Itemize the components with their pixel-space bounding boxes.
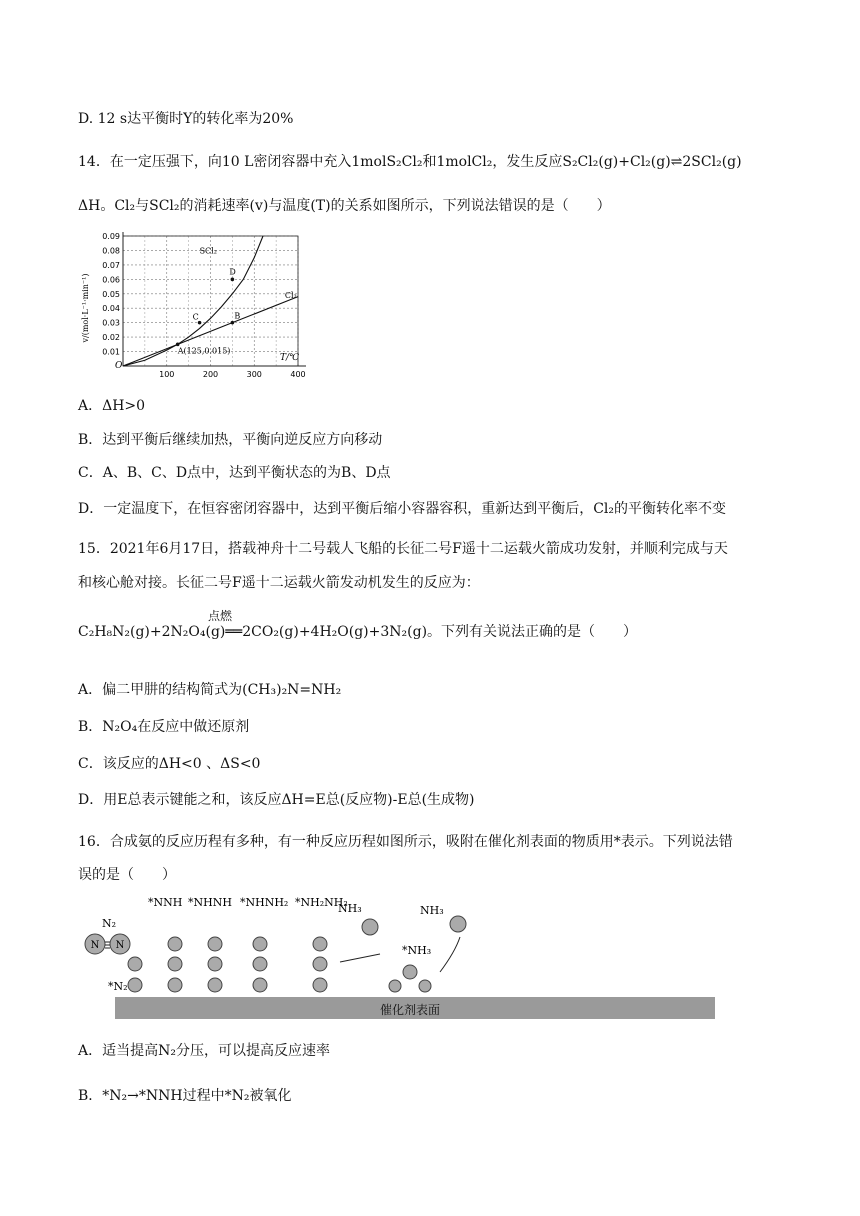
option-a-q15: A．偏二甲肼的结构简式为(CH₃)₂N=NH₂ xyxy=(78,682,342,698)
question-15-text-2: 和核心舱对接。长征二号F遥十二运载火箭发动机发生的反应为： xyxy=(78,575,480,591)
y-tick-label: 0.02 xyxy=(102,333,120,343)
series-label: SCl₂ xyxy=(199,246,217,256)
ammonia-synthesis-diagram xyxy=(80,892,730,1027)
data-point xyxy=(231,278,235,282)
n2-molecule xyxy=(85,934,130,954)
data-point-label: A(125,0.015) xyxy=(177,346,231,356)
y-tick-label: 0.04 xyxy=(102,304,120,314)
label-nhnh: *NHNH xyxy=(188,896,232,909)
y-axis-label: v/(mol·L⁻¹·min⁻¹) xyxy=(81,273,90,343)
y-tick-label: 0.08 xyxy=(102,246,120,256)
data-point xyxy=(231,321,235,325)
label-star-n2: *N₂ xyxy=(108,980,128,993)
x-tick-label: 300 xyxy=(246,370,262,379)
reaction-condition: 点燃 xyxy=(208,609,233,623)
question-16-text: 16．合成氨的反应历程有多种，有一种反应历程如图所示，吸附在催化剂表面的物质用*表示。下列说法错 xyxy=(78,834,733,850)
option-b-q15: B．N₂O₄在反应中做还原剂 xyxy=(78,719,250,735)
data-point-label: D xyxy=(229,267,236,277)
label-nh3-1: NH₃ xyxy=(338,902,362,915)
label-star-nh3: *NH₃ xyxy=(402,944,432,957)
label-nh2nh2: *NH₂NH₂ xyxy=(295,896,348,909)
option-a-q14: A．ΔH>0 xyxy=(78,398,146,414)
label-nhnh2: *NHNH₂ xyxy=(240,896,289,909)
origin-label: O xyxy=(115,361,123,371)
option-d-q13: D. 12 s达平衡时Y的转化率为20% xyxy=(78,111,294,127)
y-tick-label: 0.09 xyxy=(102,232,120,241)
data-point-label: C xyxy=(192,312,199,322)
rate-temperature-chart xyxy=(78,228,323,388)
series-label: Cl₂ xyxy=(284,291,297,301)
y-tick-label: 0.07 xyxy=(102,260,120,270)
x-tick-label: 400 xyxy=(290,370,306,379)
option-b-q14: B．达到平衡后继续加热，平衡向逆反应方向移动 xyxy=(78,432,383,448)
data-point-label: B xyxy=(234,311,241,321)
svg-text:N: N xyxy=(115,940,125,951)
y-tick-label: 0.06 xyxy=(102,275,120,285)
question-14-text-2: ΔH。Cl₂与SCl₂的消耗速率(v)与温度(T)的关系如图所示，下列说法错误的是（ ） xyxy=(78,198,611,214)
option-d-q15: D．用E总表示键能之和，该反应ΔH=E总(反应物)-E总(生成物) xyxy=(78,792,475,808)
y-tick-label: 0.03 xyxy=(102,318,120,328)
arrow-desorb-2 xyxy=(440,937,460,972)
question-15-equation: C₂H₈N₂(g)+2N₂O₄(g)══2CO₂(g)+4H₂O(g)+3N₂(g)。下列有关说法正确的是（ ） xyxy=(78,624,638,640)
label-nnh: *NNH xyxy=(148,896,183,909)
question-15-text: 15．2021年6月17日，搭载神舟十二号载人飞船的长征二号F遥十二运载火箭成功发射，并顺利完成与天 xyxy=(78,541,728,557)
series-line xyxy=(123,297,298,366)
question-16-text-2: 误的是（ ） xyxy=(78,867,176,883)
x-tick-label: 100 xyxy=(159,370,175,379)
question-14-text: 14．在一定压强下，向10 L密闭容器中充入1molS₂Cl₂和1molCl₂，发生反应S₂Cl₂(g)+Cl₂(g)⇌2SCl₂(g) xyxy=(78,154,742,170)
y-tick-label: 0.05 xyxy=(102,289,120,299)
x-tick-label: 200 xyxy=(202,370,219,379)
arrow-desorb-1 xyxy=(340,954,380,962)
option-b-q16: B．*N₂→*NNH过程中*N₂被氧化 xyxy=(78,1088,292,1104)
y-tick-label: 0.01 xyxy=(102,347,120,357)
option-c-q15: C．该反应的ΔH<0 、ΔS<0 xyxy=(78,756,261,772)
label-nh3-2: NH₃ xyxy=(420,904,444,917)
option-c-q14: C．A、B、C、D点中，达到平衡状态的为B、D点 xyxy=(78,465,391,481)
option-d-q14: D．一定温度下，在恒容密闭容器中，达到平衡后缩小容器容积，重新达到平衡后，Cl₂的平衡转化率不变 xyxy=(78,501,727,517)
option-a-q16: A．适当提高N₂分压，可以提高反应速率 xyxy=(78,1043,330,1059)
x-axis-label: T/℃ xyxy=(280,353,300,363)
catalyst-surface-label: 催化剂表面 xyxy=(379,1003,441,1017)
svg-text:N: N xyxy=(90,940,100,951)
label-n2: N₂ xyxy=(102,917,117,930)
